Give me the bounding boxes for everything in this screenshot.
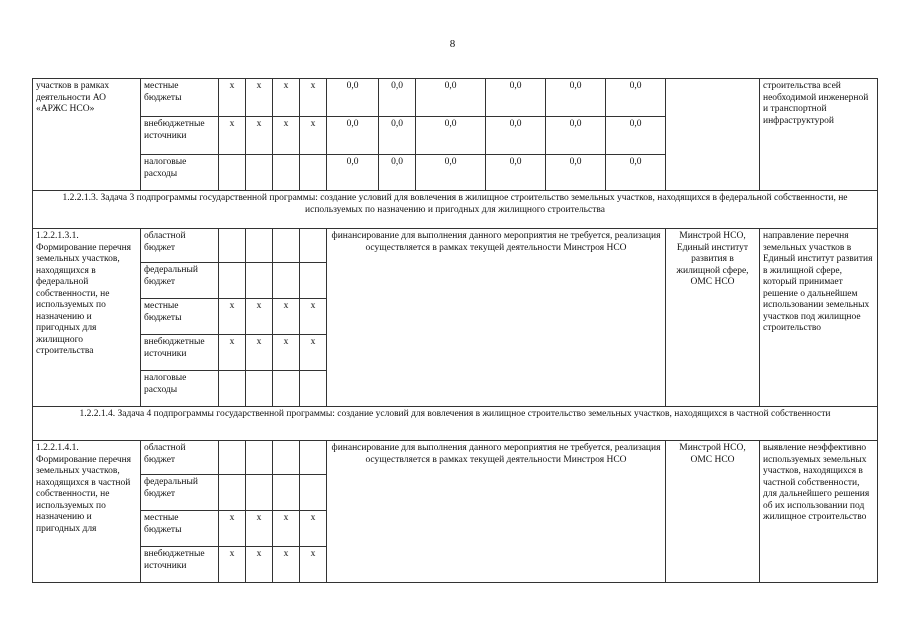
executor-cell: Минстрой НСО, Единый институт развития в жилищной сфере, ОМС НСО [666, 229, 760, 407]
financing-note: финансирование для выполнения данного мероприятия не требуется, реализация осуществляется в рамках текущей деятельности Минстроя НСО [327, 229, 666, 407]
x-cell: х [246, 335, 273, 371]
page-number: 8 [449, 38, 456, 50]
source-cell: налоговые расходы [141, 371, 219, 407]
task-row [33, 407, 878, 441]
source-cell: налоговые расходы [141, 155, 219, 191]
source-cell: внебюджетные источники [141, 117, 219, 155]
table-row [33, 229, 878, 263]
x-cell: х [273, 299, 300, 335]
value-cell: 0,0 [486, 79, 546, 117]
source-cell: федеральный бюджет [141, 263, 219, 299]
x-cell: х [219, 547, 246, 583]
task-4-heading: 1.2.2.1.4. Задача 4 подпрограммы государственной программы: создание условий для вовлечения в жилищное строительство земельных участков, находящихся в частной собственности [33, 407, 878, 441]
value-cell: 0,0 [379, 155, 416, 191]
value-cell: 0,0 [379, 117, 416, 155]
value-cell: 0,0 [546, 117, 606, 155]
executor-cell: Минстрой НСО, ОМС НСО [666, 441, 760, 583]
result-cell: строительства всей необходимой инженерной и транспортной инфраструктурой [760, 79, 878, 191]
x-cell: х [300, 335, 327, 371]
x-cell: х [273, 79, 300, 117]
value-cell: 0,0 [486, 117, 546, 155]
value-cell: 0,0 [546, 155, 606, 191]
x-cell: х [273, 335, 300, 371]
task-3-heading: 1.2.2.1.3. Задача 3 подпрограммы государственной программы: создание условий для вовлечения в жилищное строительство земельных участков, находящихся в федеральной собственности, не используемых по назначению и пригодных для жилищного строительства [33, 191, 878, 229]
source-cell: областной бюджет [141, 229, 219, 263]
table-row [33, 79, 878, 117]
executor-cell [666, 79, 760, 191]
x-cell: х [219, 79, 246, 117]
value-cell: 0,0 [416, 79, 486, 117]
program-table [32, 78, 878, 583]
source-cell: областной бюджет [141, 441, 219, 475]
x-cell: х [300, 299, 327, 335]
source-cell: внебюджетные источники [141, 335, 219, 371]
value-cell: 0,0 [486, 155, 546, 191]
x-cell: х [246, 117, 273, 155]
x-cell: х [246, 299, 273, 335]
event-cell: 1.2.2.1.3.1. Формирование перечня земельных участков, находящихся в федеральной собственности, не используемых по назначению и пригодных для жилищного строительства [33, 229, 141, 407]
value-cell: 0,0 [416, 117, 486, 155]
financing-note: финансирование для выполнения данного мероприятия не требуется, реализация осуществляется в рамках текущей деятельности Минстроя НСО [327, 441, 666, 583]
value-cell: 0,0 [606, 79, 666, 117]
x-cell: х [246, 79, 273, 117]
x-cell: х [300, 79, 327, 117]
x-cell: х [246, 547, 273, 583]
value-cell: 0,0 [327, 117, 379, 155]
source-cell: местные бюджеты [141, 511, 219, 547]
source-cell: федеральный бюджет [141, 475, 219, 511]
event-cell: 1.2.2.1.4.1. Формирование перечня земельных участков, находящихся в частной собственности, не используемых по назначению и пригодных для [33, 441, 141, 583]
event-cell: участков в рамках деятельности АО «АРЖС НСО» [33, 79, 141, 191]
x-cell: х [273, 511, 300, 547]
table-row [33, 441, 878, 475]
x-cell: х [246, 511, 273, 547]
x-cell: х [219, 511, 246, 547]
x-cell: х [300, 547, 327, 583]
result-cell: направление перечня земельных участков в Единый институт развития в жилищной сфере, который принимает решение о дальнейшем использовании земельных участков под жилищное строительство [760, 229, 878, 407]
value-cell: 0,0 [416, 155, 486, 191]
source-cell: местные бюджеты [141, 79, 219, 117]
value-cell: 0,0 [327, 155, 379, 191]
x-cell: х [273, 547, 300, 583]
value-cell: 0,0 [546, 79, 606, 117]
x-cell: х [219, 117, 246, 155]
value-cell: 0,0 [606, 117, 666, 155]
x-cell: х [219, 299, 246, 335]
task-row [33, 191, 878, 229]
value-cell: 0,0 [379, 79, 416, 117]
source-cell: внебюджетные источники [141, 547, 219, 583]
value-cell: 0,0 [606, 155, 666, 191]
value-cell: 0,0 [327, 79, 379, 117]
x-cell: х [300, 117, 327, 155]
x-cell: х [300, 511, 327, 547]
x-cell: х [273, 117, 300, 155]
source-cell: местные бюджеты [141, 299, 219, 335]
x-cell: х [219, 335, 246, 371]
result-cell: выявление неэффективно используемых земельных участков, находящихся в частной собственности, для дальнейшего решения об их использовании под жилищное строительство [760, 441, 878, 583]
